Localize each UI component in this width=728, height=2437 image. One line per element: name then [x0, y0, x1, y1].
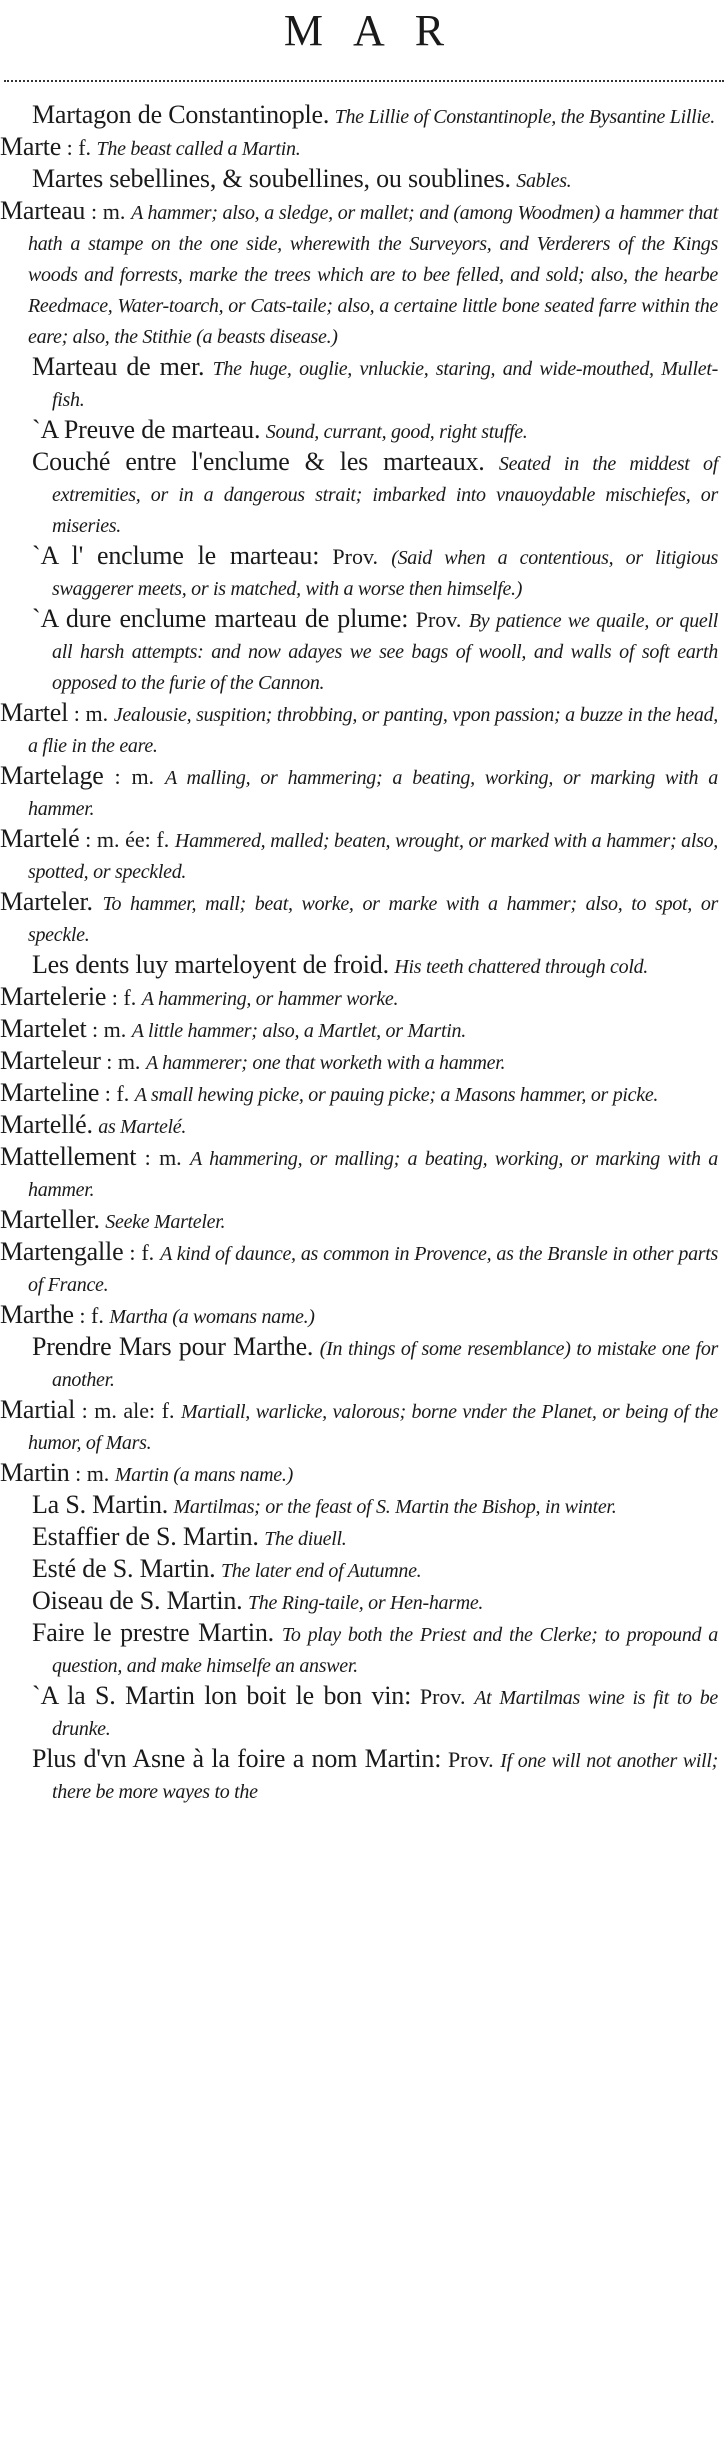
entry-definition: The diuell.: [264, 1528, 347, 1550]
entry-headword: Plus d'vn Asne à la foire a nom Martin:: [32, 1744, 442, 1773]
entry-grammar: : f.: [66, 135, 92, 160]
entry-definition: Martiall, warlicke, valorous; borne vnder the Planet, or being of the humor, of Mars.: [28, 1401, 718, 1454]
dictionary-subentry: [0, 1490, 718, 1522]
entry-headword: Esté de S. Martin.: [32, 1554, 216, 1583]
dictionary-entry: [0, 1046, 718, 1078]
entry-grammar: : m.: [73, 701, 109, 726]
entry-definition: (Said when a contentious, or litigious swaggerer meets, or is matched, with a worse then himselfe.): [52, 547, 719, 600]
entry-grammar: : f.: [104, 1081, 130, 1106]
entry-definition: At Martilmas wine is fit to be drunke.: [52, 1687, 719, 1740]
entry-definition: If one will not another will; there be more wayes to the: [52, 1750, 719, 1803]
entry-definition: Seeke Marteler.: [105, 1211, 226, 1233]
entry-headword: Marte: [0, 132, 62, 161]
entry-headword: `A la S. Martin lon boit le bon vin:: [32, 1681, 412, 1710]
entry-definition: (In things of some resemblance) to mistake one for another.: [52, 1338, 718, 1391]
entry-headword: Mattellement: [0, 1142, 137, 1171]
entry-headword: Marteler.: [0, 887, 93, 916]
entry-definition: The Ring-taile, or Hen-harme.: [247, 1592, 484, 1614]
entry-definition: The beast called a Martin.: [96, 138, 301, 160]
dictionary-subentry: [0, 1618, 718, 1681]
entry-headword: Prendre Mars pour Marthe.: [32, 1332, 314, 1361]
entry-grammar: : m.: [114, 764, 155, 789]
entry-headword: Faire le prestre Martin.: [32, 1618, 274, 1647]
dictionary-entry: [0, 887, 718, 950]
entry-definition: A little hammer; also, a Martlet, or Martin.: [131, 1020, 466, 1042]
entry-grammar: : f.: [79, 1303, 104, 1328]
dictionary-entry: [0, 761, 718, 824]
dictionary-subentry: [0, 1522, 718, 1554]
entry-headword: Estaffier de S. Martin.: [32, 1522, 259, 1551]
dictionary-entry: [0, 1237, 718, 1300]
entry-grammar: : m. ale: f.: [81, 1398, 175, 1423]
dictionary-subentry: [0, 415, 718, 447]
dictionary-subentry: [0, 1332, 718, 1395]
dictionary-entry: [0, 1300, 718, 1332]
entry-headword: `A Preuve de marteau.: [32, 415, 261, 444]
entry-definition: A hammering, or malling; a beating, working, or marking with a hammer.: [28, 1148, 718, 1201]
entry-definition: Hammered, malled; beaten, wrought, or marked with a hammer; also, spotted, or speckled.: [28, 830, 719, 883]
dictionary-entry: [0, 1110, 718, 1142]
dictionary-entry: [0, 196, 718, 352]
dictionary-entry: [0, 1014, 718, 1046]
dictionary-subentry: [0, 950, 718, 982]
entry-headword: Couché entre l'enclume & les marteaux.: [32, 447, 485, 476]
entry-grammar: : m.: [90, 199, 126, 224]
entry-definition: as Martelé.: [98, 1116, 187, 1138]
entry-grammar: Prov.: [332, 544, 379, 569]
entry-headword: Martelé: [0, 824, 80, 853]
entry-definition: By patience we quaile, or quell all harsh attempts: and now adayes we see bags of wooll, and walls of soft earth opposed to the furie of the Cannon.: [52, 610, 719, 694]
entry-definition: A hammer; also, a sledge, or mallet; and (among Woodmen) a hammer that hath a stampe on the one side, wherewith the Surveyors, and Verderers of the Kings woods and forrests, marke the trees which are to bee felled, and sold; also, the hearbe Reedmace, Water-toarch, or Cats-taile; also, a certaine little bone seated farre within the eare; also, the Stithie (a beasts disease.): [28, 202, 719, 348]
dictionary-subentry: [0, 1554, 718, 1586]
dictionary-subentry: [0, 1744, 718, 1807]
entry-definition: A kind of daunce, as common in Provence, as the Bransle in other parts of France.: [28, 1243, 719, 1296]
dictionary-entry: [0, 1078, 718, 1110]
dictionary-subentry: [0, 604, 718, 698]
entry-grammar: : m.: [144, 1145, 182, 1170]
dictionary-subentry: [0, 100, 718, 132]
entry-headword: Martial: [0, 1395, 76, 1424]
entry-definition: A malling, or hammering; a beating, working, or marking with a hammer.: [28, 767, 718, 820]
entry-definition: To hammer, mall; beat, worke, or marke with a hammer; also, to spot, or speckle.: [28, 893, 719, 946]
dictionary-subentry: [0, 164, 718, 196]
dictionary-subentry: [0, 1586, 718, 1618]
entry-definition: A hammering, or hammer worke.: [141, 988, 399, 1010]
entry-definition: Martin (a mans name.): [114, 1464, 293, 1486]
entry-definition: Martha (a womans name.): [109, 1306, 315, 1328]
dictionary-subentry: [0, 447, 718, 541]
entry-headword: Martelage: [0, 761, 104, 790]
entry-definition: The later end of Autumne.: [220, 1560, 422, 1582]
entry-definition: A hammerer; one that worketh with a hammer.: [145, 1052, 506, 1074]
entry-grammar: : f.: [129, 1240, 155, 1265]
entry-headword: Marteau de mer.: [32, 352, 205, 381]
entry-headword: Marteller.: [0, 1205, 100, 1234]
entry-headword: Martengalle: [0, 1237, 124, 1266]
entry-headword: Les dents luy marteloyent de froid.: [32, 950, 389, 979]
entry-headword: Martellé.: [0, 1110, 93, 1139]
running-head: MAR: [283, 6, 475, 55]
dictionary-entry: [0, 1395, 718, 1458]
header-rule: [4, 80, 724, 82]
entry-grammar: Prov.: [419, 1684, 466, 1709]
entry-headword: Martelerie: [0, 982, 107, 1011]
entry-definition: The Lillie of Constantinople, the Bysantine Lillie.: [334, 106, 715, 128]
entry-definition: Sables.: [516, 170, 572, 192]
entry-definition: Jealousie, suspition; throbbing, or panting, vpon passion; a buzze in the head, a flie in the eare.: [28, 704, 719, 757]
entry-definition: To play both the Priest and the Clerke; to propound a question, and make himselfe an answer.: [52, 1624, 718, 1677]
dictionary-entry: [0, 1205, 718, 1237]
entry-headword: Marteleur: [0, 1046, 101, 1075]
dictionary-entry: [0, 698, 718, 761]
dictionary-entry: [0, 132, 718, 164]
entry-grammar: : m. ée: f.: [85, 827, 170, 852]
entry-grammar: : f.: [111, 985, 137, 1010]
dictionary-subentry: [0, 352, 718, 415]
entry-headword: La S. Martin.: [32, 1490, 169, 1519]
entry-headword: Martagon de Constantinople.: [32, 100, 330, 129]
entry-headword: Martelet: [0, 1014, 87, 1043]
dictionary-entry: [0, 982, 718, 1014]
entry-definition: A small hewing picke, or pauing picke; a Masons hammer, or picke.: [134, 1084, 659, 1106]
dictionary-entry: [0, 1142, 718, 1205]
entry-definition: Sound, currant, good, right stuffe.: [265, 421, 528, 443]
entry-headword: `A l' enclume le marteau:: [32, 541, 320, 570]
entry-headword: Martes sebellines, & soubellines, ou soublines.: [32, 164, 511, 193]
entry-headword: Marteline: [0, 1078, 100, 1107]
entry-grammar: : m.: [106, 1049, 141, 1074]
entry-definition: The huge, ouglie, vnluckie, staring, and wide-mouthed, Mullet-fish.: [52, 358, 719, 411]
entry-grammar: Prov.: [447, 1747, 494, 1772]
entry-headword: Martel: [0, 698, 69, 727]
entry-definition: His teeth chattered through cold.: [394, 956, 648, 978]
entry-grammar: : m.: [75, 1461, 110, 1486]
entry-headword: `A dure enclume marteau de plume:: [32, 604, 409, 633]
dictionary-subentry: [0, 1681, 718, 1744]
entry-headword: Martin: [0, 1458, 70, 1487]
dictionary-entry: [0, 824, 718, 887]
entry-grammar: : m.: [91, 1017, 127, 1042]
dictionary-entry: [0, 1458, 718, 1490]
entry-list: [0, 100, 728, 1807]
entry-headword: Marthe: [0, 1300, 74, 1329]
entry-headword: Marteau: [0, 196, 86, 225]
dictionary-subentry: [0, 541, 718, 604]
entry-definition: Martilmas; or the feast of S. Martin the Bishop, in winter.: [173, 1496, 617, 1518]
entry-headword: Oiseau de S. Martin.: [32, 1586, 243, 1615]
entry-definition: Seated in the middest of extremities, or in a dangerous strait; imbarked into vnauoydable mischiefes, or miseries.: [52, 453, 719, 537]
entry-grammar: Prov.: [415, 607, 462, 632]
